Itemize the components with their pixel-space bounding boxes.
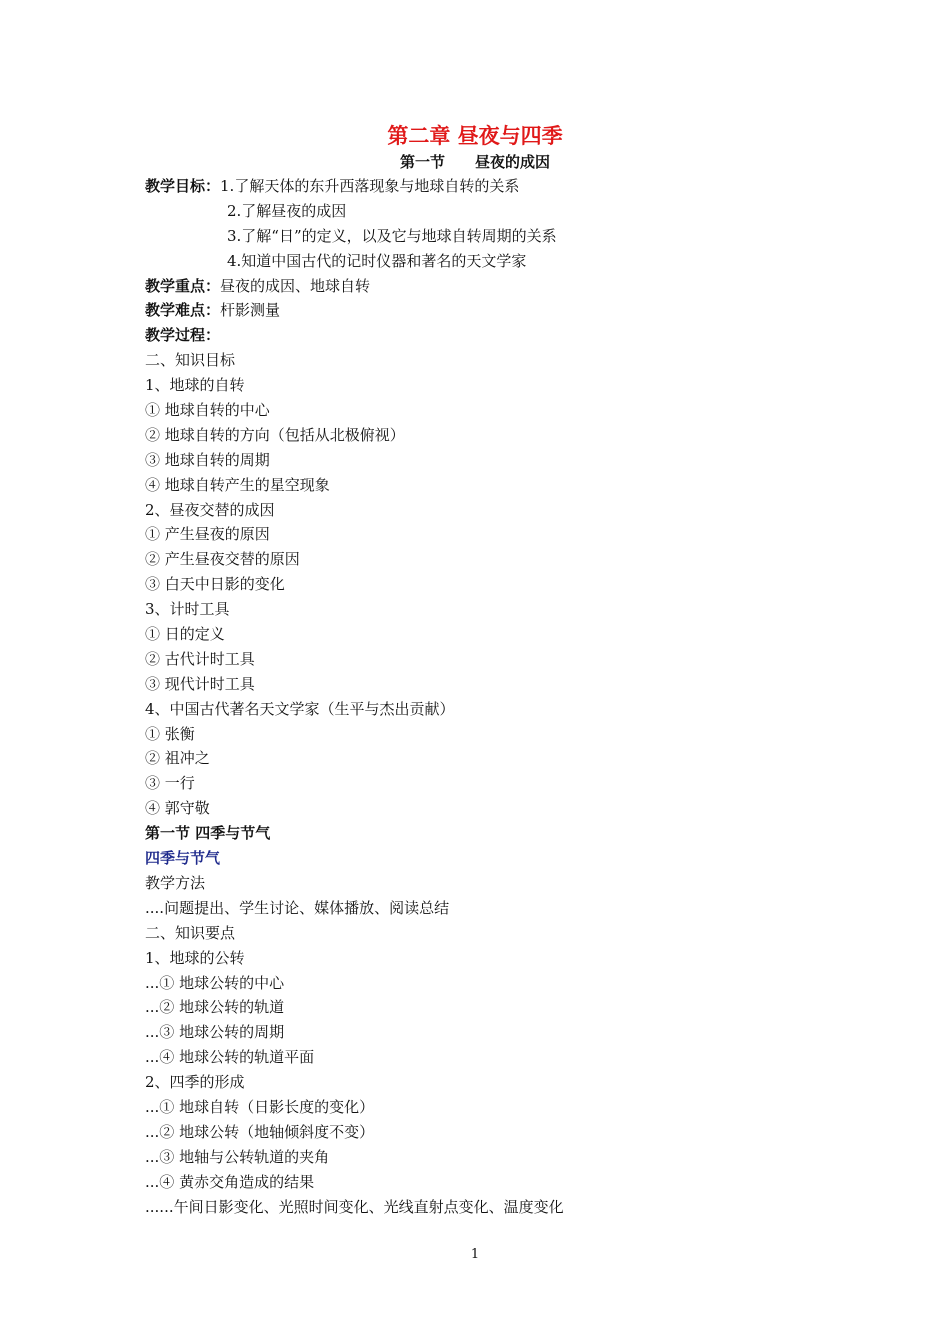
list-item: ③ 一行 — [145, 774, 195, 793]
list-item: 二、知识目标 — [145, 351, 236, 370]
section2-heading: 第一节 四季与节气 — [145, 824, 271, 843]
list-item: ...④ 黄赤交角造成的结果 — [145, 1172, 315, 1191]
list-item: ...④ 地球公转的轨道平面 — [145, 1048, 315, 1067]
list-item: 教学方法 — [145, 873, 206, 892]
list-item: ...② 地球公转（地轴倾斜度不变） — [145, 1122, 375, 1141]
goal-item: 2.了解昼夜的成因 — [227, 201, 347, 220]
list-item: ② 产生昼夜交替的原因 — [145, 550, 300, 569]
list-item: 2、昼夜交替的成因 — [145, 500, 275, 519]
list-item: ...① 地球公转的中心 — [145, 973, 285, 992]
list-item: ....问题提出、学生讨论、媒体播放、阅读总结 — [145, 898, 450, 917]
difficulties-line — [145, 298, 825, 323]
goal-item: 1.了解天体的东升西落现象与地球自转的关系 — [220, 177, 520, 195]
list-item: ② 古代计时工具 — [145, 649, 255, 668]
list-item: ② 地球自转的方向（包括从北极俯视） — [145, 425, 405, 444]
document-body — [145, 174, 825, 1219]
key-points-line — [145, 274, 825, 299]
list-item: ...② 地球公转的轨道 — [145, 998, 285, 1017]
section-topic: 昼夜的成因 — [475, 153, 551, 171]
goal-item: 4.知道中国古代的记时仪器和著名的天文学家 — [227, 251, 527, 270]
list-item: 1、地球的自转 — [145, 376, 245, 395]
chapter-title: 第二章 昼夜与四季 — [387, 124, 563, 148]
difficulties-text: 杆影测量 — [220, 301, 281, 320]
list-item: ① 产生昼夜的原因 — [145, 525, 270, 544]
list-item: ① 日的定义 — [145, 625, 225, 644]
difficulties-label: 教学难点： — [145, 301, 221, 320]
list-item: ① 地球自转的中心 — [145, 401, 270, 420]
list-item: 3、计时工具 — [145, 600, 230, 619]
section2-link[interactable]: 四季与节气 — [145, 849, 221, 868]
page-number: 1 — [470, 1247, 480, 1262]
section-number: 第一节 — [399, 153, 445, 171]
list-item: 1、地球的公转 — [145, 948, 245, 967]
key-points-label: 教学重点： — [145, 276, 221, 295]
process-label: 教学过程： — [145, 326, 221, 345]
goals-label: 教学目标： — [145, 177, 221, 195]
key-points-text: 昼夜的成因、地球自转 — [220, 276, 371, 295]
list-item: ④ 郭守敬 — [145, 799, 210, 818]
list-item: ......午间日影变化、光照时间变化、光线直射点变化、温度变化 — [145, 1197, 564, 1216]
goal-item: 3.了解“日”的定义，以及它与地球自转周期的关系 — [227, 226, 557, 245]
section-subtitle — [0, 151, 950, 173]
list-item: ...③ 地轴与公转轨道的夹角 — [145, 1147, 330, 1166]
goals-line-1 — [145, 174, 825, 199]
list-item: ② 祖冲之 — [145, 749, 210, 768]
list-item: ④ 地球自转产生的星空现象 — [145, 475, 330, 494]
list-item: ① 张衡 — [145, 724, 195, 743]
list-item: 2、四季的形成 — [145, 1073, 245, 1092]
list-item: ...③ 地球公转的周期 — [145, 1023, 285, 1042]
list-item: ...① 地球自转（日影长度的变化） — [145, 1097, 375, 1116]
list-item: 二、知识要点 — [145, 923, 236, 942]
list-item: ③ 现代计时工具 — [145, 674, 255, 693]
list-item: ③ 白天中日影的变化 — [145, 575, 285, 594]
list-item: 4、中国古代著名天文学家（生平与杰出贡献） — [145, 699, 455, 718]
list-item: ③ 地球自转的周期 — [145, 450, 270, 469]
